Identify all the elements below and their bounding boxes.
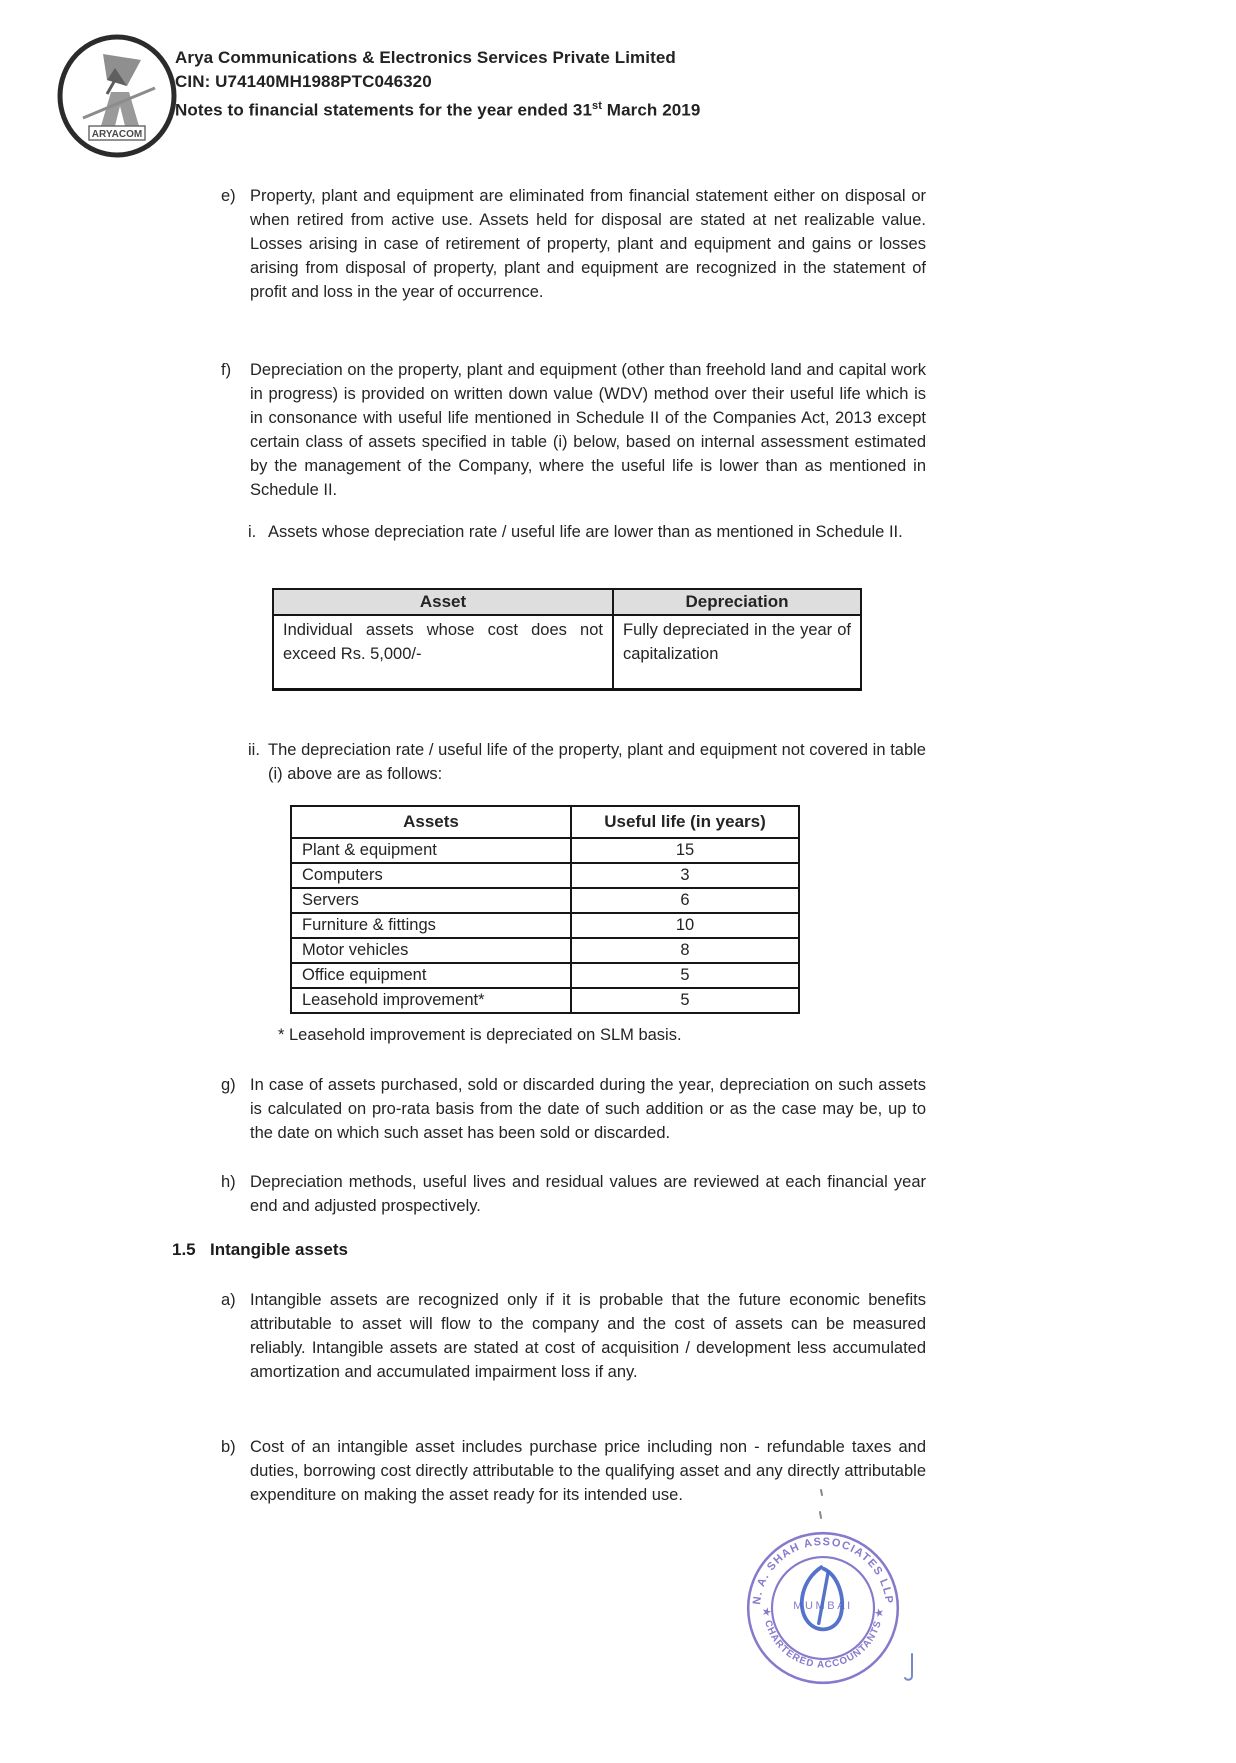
table-header-row xyxy=(273,589,861,615)
signature-mark xyxy=(802,1567,842,1629)
depreciation-exception-table xyxy=(272,588,862,691)
useful-life-cell: 3 xyxy=(571,863,799,888)
svg-text:★ CHARTERED ACCOUNTANTS ★ xyxy=(760,1607,885,1670)
paragraph-f xyxy=(221,358,926,502)
subitem-ii xyxy=(248,738,926,786)
asset-name-cell: Motor vehicles xyxy=(291,938,571,963)
table-row xyxy=(291,913,799,938)
paragraph-text: In case of assets purchased, sold or discarded during the year, depreciation on such assets is calculated on pro-rata basis from the date of such addition or as the case may be, up to the date on which such asset has been sold or discarded. xyxy=(250,1076,926,1142)
section-number: 1.5 xyxy=(172,1240,196,1259)
stamp-top-arc-text: N. A. SHAH ASSOCIATES LLP xyxy=(751,1535,895,1606)
paragraph-a xyxy=(221,1288,926,1384)
page-header xyxy=(175,46,700,123)
paragraph-text: Intangible assets are recognized only if it is probable that the future economic benefits attributable to asset will flow to the company and the cost of assets can be measured reliably. Intangible assets are stated at cost of acquisition / development less accumulated amortization and accumulated impairment loss if any. xyxy=(250,1291,926,1381)
table-row xyxy=(291,863,799,888)
column-header-asset: Asset xyxy=(273,589,613,615)
subitem-text: The depreciation rate / useful life of the property, plant and equipment not covered in table (i) above are as follows: xyxy=(268,741,926,783)
paragraph-label: a) xyxy=(221,1291,236,1309)
ca-firm-stamp xyxy=(738,1523,908,1693)
notes-title: Notes to financial statements for the year ended 31st March 2019 xyxy=(175,100,701,120)
company-cin: CIN: U74140MH1988PTC046320 xyxy=(175,72,432,91)
paragraph-label: f) xyxy=(221,361,232,379)
useful-life-cell: 5 xyxy=(571,963,799,988)
table-row xyxy=(291,838,799,863)
depreciation-cell: Fully depreciated in the year of capitalization xyxy=(613,615,861,690)
column-header-depreciation: Depreciation xyxy=(613,589,861,615)
asset-cell: Individual assets whose cost does not exceed Rs. 5,000/- xyxy=(273,615,613,690)
table-row xyxy=(291,888,799,913)
useful-life-cell: 8 xyxy=(571,938,799,963)
asset-name-cell: Furniture & fittings xyxy=(291,913,571,938)
subitem-text: Assets whose depreciation rate / useful life are lower than as mentioned in Schedule II. xyxy=(268,523,903,541)
table-header-row xyxy=(291,806,799,838)
asset-name-cell: Plant & equipment xyxy=(291,838,571,863)
asset-name-cell: Servers xyxy=(291,888,571,913)
paragraph-label: g) xyxy=(221,1076,236,1094)
table-row xyxy=(291,963,799,988)
stamp-bottom-arc-text: ★ CHARTERED ACCOUNTANTS ★ xyxy=(760,1607,886,1671)
paragraph-text: Depreciation methods, useful lives and residual values are reviewed at each financial year end and adjusted prospectively. xyxy=(250,1173,926,1215)
section-heading-intangible-assets xyxy=(172,1240,348,1260)
table-row xyxy=(273,615,861,690)
section-title: Intangible assets xyxy=(210,1240,348,1259)
paragraph-text: Depreciation on the property, plant and equipment (other than freehold land and capital work in progress) is provided on written down value (WDV) method over their useful life which is in consonance with useful life mentioned in Schedule II of the Companies Act, 2013 except certain class of assets specified in table (i) below, based on internal assessment estimated by the management of the Company, where the useful life is lower than as mentioned in Schedule II. xyxy=(250,361,926,499)
useful-life-cell: 15 xyxy=(571,838,799,863)
pen-mark xyxy=(903,1652,917,1682)
paragraph-label: e) xyxy=(221,187,236,205)
paragraph-label: b) xyxy=(221,1438,236,1456)
asset-name-cell: Office equipment xyxy=(291,963,571,988)
stamp-icon xyxy=(738,1523,908,1693)
subitem-label: i. xyxy=(248,523,257,541)
table-row xyxy=(291,988,799,1013)
table-row xyxy=(291,938,799,963)
pen-mark xyxy=(817,1488,825,1520)
ordinal-suffix: st xyxy=(592,100,602,112)
asset-name-cell: Leasehold improvement* xyxy=(291,988,571,1013)
aryacom-logo-icon xyxy=(55,34,179,158)
aryacom-logo xyxy=(55,34,179,158)
column-header-assets: Assets xyxy=(291,806,571,838)
useful-life-cell: 10 xyxy=(571,913,799,938)
useful-life-table xyxy=(290,805,800,1014)
paragraph-label: h) xyxy=(221,1173,236,1191)
column-header-useful-life: Useful life (in years) xyxy=(571,806,799,838)
asset-name-cell: Computers xyxy=(291,863,571,888)
paragraph-h xyxy=(221,1170,926,1218)
stamp-center-text: MUMBAI xyxy=(793,1599,853,1612)
subitem-i xyxy=(248,520,926,544)
useful-life-cell: 6 xyxy=(571,888,799,913)
paragraph-text: Cost of an intangible asset includes purchase price including non - refundable taxes and duties, borrowing cost directly attributable to the qualifying asset and any directly attributable expenditure on making the asset ready for its intended use. xyxy=(250,1438,926,1504)
company-name: Arya Communications & Electronics Services Private Limited xyxy=(175,48,676,67)
svg-text:ARYACOM: ARYACOM xyxy=(91,129,143,140)
subitem-label: ii. xyxy=(248,741,260,759)
useful-life-cell: 5 xyxy=(571,988,799,1013)
paragraph-e xyxy=(221,184,926,304)
paragraph-g xyxy=(221,1073,926,1145)
paragraph-text: Property, plant and equipment are eliminated from financial statement either on disposal or when retired from active use. Assets held for disposal are stated at net realizable value. Losses arising in case of retirement of property, plant and equipment and gains or losses arising from disposal of property, plant and equipment are recognized in the statement of profit and loss in the year of occurrence. xyxy=(250,187,926,301)
table-footnote: * Leasehold improvement is depreciated on SLM basis. xyxy=(278,1026,682,1044)
